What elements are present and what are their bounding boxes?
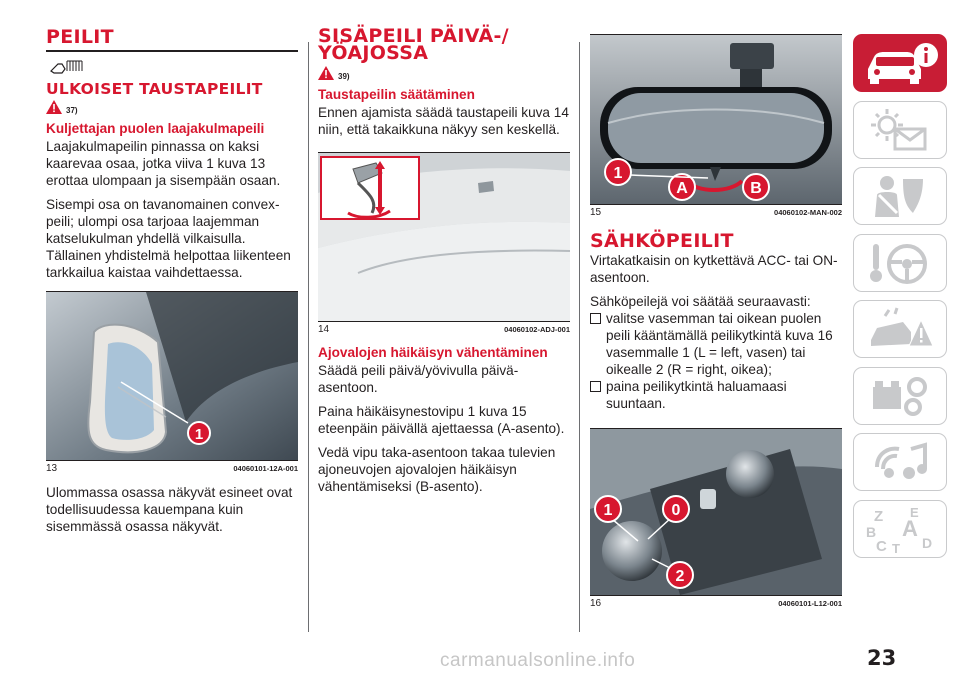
warning-note bbox=[318, 66, 570, 81]
paragraph: Sähköpeilejä voi säätää seuraavasti: bbox=[590, 294, 811, 309]
subtitle: Taustapeilin säätäminen bbox=[318, 87, 475, 102]
callout-1: 1 bbox=[613, 165, 623, 182]
figure-code: 04060102-MAN-002 bbox=[774, 208, 842, 217]
maintenance-icon bbox=[865, 373, 935, 419]
subtitle: Ajovalojen häikäisyn vähentäminen bbox=[318, 345, 548, 360]
figure-number: 15 bbox=[590, 207, 602, 218]
column-divider bbox=[308, 42, 309, 632]
figure-16 bbox=[590, 428, 842, 596]
warning-ref: 37) bbox=[66, 106, 78, 115]
figure-code: 04060102-ADJ-001 bbox=[504, 325, 570, 334]
figure-code: 04060101-12A-001 bbox=[233, 464, 298, 473]
tab-starting-driving[interactable] bbox=[853, 234, 947, 292]
section-title: SISÄPEILI PÄIVÄ-/ YÖAJOSSA bbox=[318, 25, 509, 64]
watermark: carmanualsonline.info bbox=[440, 650, 636, 671]
bullet-item bbox=[590, 378, 842, 412]
page-number: 23 bbox=[867, 646, 897, 670]
paragraph: Paina häikäisynestovipu 1 kuva 15 eteenpäin päivällä ajettaessa (A-asento). bbox=[318, 404, 565, 436]
warning-triangle-icon bbox=[318, 66, 334, 80]
safety-icon bbox=[865, 173, 935, 219]
figure-number: 13 bbox=[46, 463, 58, 474]
tab-car-info[interactable] bbox=[853, 34, 947, 92]
figure-14 bbox=[318, 152, 570, 322]
figure-caption bbox=[590, 207, 842, 218]
column-divider bbox=[579, 42, 580, 632]
callout-1: 1 bbox=[603, 502, 613, 519]
figure-13 bbox=[46, 291, 298, 461]
figure-caption bbox=[46, 463, 298, 474]
section-title: SÄHKÖPEILIT bbox=[590, 230, 734, 252]
tab-maintenance[interactable] bbox=[853, 367, 947, 425]
callout-0: 0 bbox=[671, 502, 681, 519]
mirror-illustration bbox=[46, 292, 298, 460]
warning-triangle-icon bbox=[46, 100, 62, 114]
paragraph: Ulommassa osassa näkyvät esineet ovat todellisuudessa kauempana kuin sisemmässä osassa näkyvät. bbox=[46, 485, 293, 534]
index-icon bbox=[860, 504, 940, 554]
starting-driving-icon bbox=[865, 240, 935, 286]
tab-warning-lights[interactable] bbox=[853, 101, 947, 159]
paragraph: Laajakulmapeilin pinnassa on kaksi kaarevaa osaa, jotka viiva 1 kuva 13 erottaa ulompaan ja sisempään osaan. bbox=[46, 139, 281, 188]
callout-a: A bbox=[676, 180, 688, 197]
figure-number: 16 bbox=[590, 598, 602, 609]
callout-1: 1 bbox=[194, 426, 204, 443]
index-letter-z: Z bbox=[874, 507, 884, 525]
callout-b: B bbox=[750, 180, 762, 197]
multimedia-icon bbox=[865, 439, 935, 485]
column-2 bbox=[318, 25, 570, 502]
column-1 bbox=[46, 28, 298, 542]
subtitle: Kuljettajan puolen laajakulmapeili bbox=[46, 121, 265, 136]
paragraph: Sisempi osa on tavanomainen convex-peili; ulompi osa tarjoaa laajemman katselukulman yhdellä vilkaisulla. Tällainen yhdistelmä helpottaa liikenteen tarkkailua kaistaa vaihdettaessa. bbox=[46, 197, 291, 280]
figure-15 bbox=[590, 34, 842, 205]
tab-safety[interactable] bbox=[853, 167, 947, 225]
index-letter-a: A bbox=[902, 515, 918, 541]
bullet-text: paina peilikytkintä haluamaasi suuntaan. bbox=[606, 379, 787, 411]
chapter-sidebar bbox=[853, 34, 948, 566]
bullet-text: valitse vasemman tai oikean puolen peili kääntämällä peilikytkintä kuva 16 vasemmalle 1 (L = left, vasen) tai oikealle 2 (R = right, oikea); bbox=[606, 311, 833, 377]
figure-caption bbox=[318, 324, 570, 335]
lamp-icon bbox=[48, 58, 298, 76]
index-letter-t: T bbox=[892, 540, 900, 554]
column-3 bbox=[590, 34, 842, 619]
tab-multimedia[interactable] bbox=[853, 433, 947, 491]
warning-ref: 39) bbox=[338, 72, 350, 81]
tab-emergency[interactable] bbox=[853, 300, 947, 358]
warning-note bbox=[46, 100, 298, 115]
mirror-switch-illustration bbox=[590, 429, 842, 595]
index-letter-e: E bbox=[910, 504, 919, 520]
checkbox-bullet-icon bbox=[590, 313, 601, 324]
figure-code: 04060101-L12-001 bbox=[778, 599, 842, 608]
index-letter-c: C bbox=[876, 537, 887, 554]
index-letter-d: D bbox=[922, 534, 933, 551]
warning-lights-icon bbox=[865, 107, 935, 153]
figure-number: 14 bbox=[318, 324, 330, 335]
interior-mirror-illustration bbox=[318, 153, 570, 321]
car-info-icon bbox=[860, 41, 940, 85]
title-rule bbox=[46, 50, 298, 52]
index-letter-b: B bbox=[866, 523, 877, 540]
bullet-item bbox=[590, 310, 842, 378]
paragraph: Virtakatkaisin on kytkettävä ACC- tai ON-asentoon. bbox=[590, 253, 838, 285]
paragraph: Ennen ajamista säädä taustapeili kuva 14 niin, että takaikkuna näkyy sen keskellä. bbox=[318, 105, 569, 137]
tab-index[interactable] bbox=[853, 500, 947, 558]
paragraph: Säädä peili päivä/yövivulla päivä-asentoon. bbox=[318, 363, 519, 395]
paragraph: Vedä vipu taka-asentoon takaa tulevien ajoneuvojen ajovalojen häikäisyn vähentämiseksi (B-asento). bbox=[318, 445, 556, 494]
section-title: PEILIT bbox=[46, 26, 114, 48]
callout-2: 2 bbox=[675, 568, 685, 585]
figure-caption bbox=[590, 598, 842, 609]
emergency-icon bbox=[865, 306, 935, 352]
mirror-lever-illustration bbox=[590, 35, 842, 204]
checkbox-bullet-icon bbox=[590, 381, 601, 392]
subheading: ULKOISET TAUSTAPEILIT bbox=[46, 80, 263, 98]
